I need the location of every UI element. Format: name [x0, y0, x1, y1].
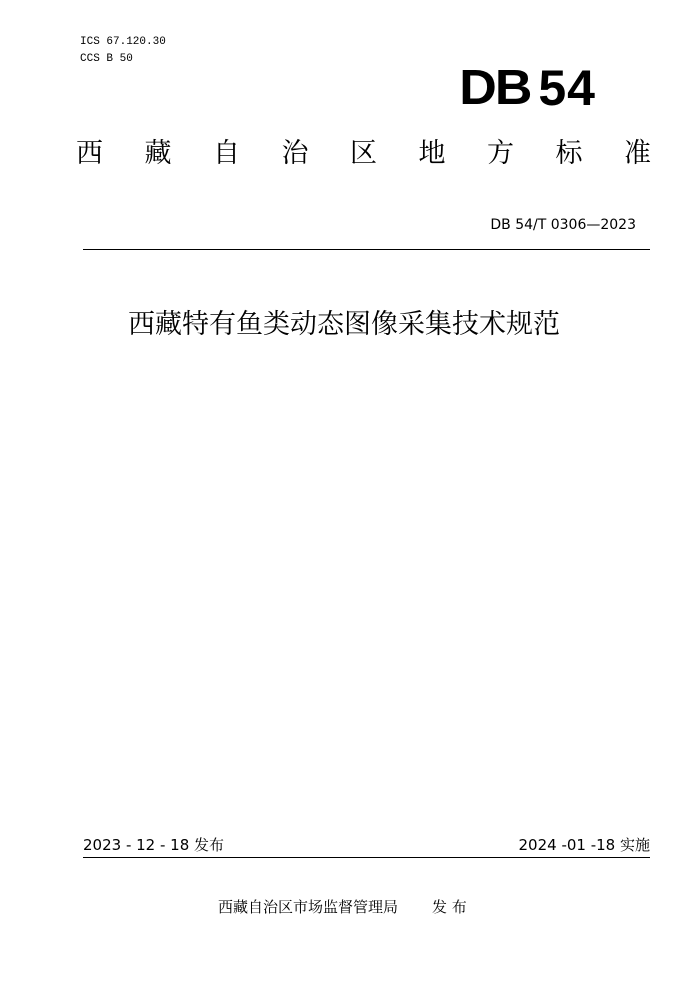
release-date: 2023 - 12 - 18 发布: [83, 836, 225, 854]
category-char: 准: [624, 138, 651, 169]
category-char: 区: [350, 138, 377, 169]
standard-category: [76, 134, 651, 174]
implement-date: 2024 -01 -18 实施: [518, 836, 650, 854]
issuer-name: 西藏自治区市场监督管理局: [218, 898, 399, 916]
top-divider: [83, 249, 650, 250]
document-title: 西藏特有鱼类动态图像采集技术规范: [128, 309, 560, 340]
logo-number: 54: [538, 60, 596, 116]
issue-word: 发 布: [432, 898, 467, 916]
db54-logo: [459, 58, 596, 118]
bottom-divider: [83, 857, 650, 858]
category-char: 西: [76, 138, 103, 169]
category-char: 藏: [144, 138, 172, 169]
logo-prefix: DB: [459, 60, 531, 116]
issuer-line: [218, 897, 467, 917]
ics-code: ICS 67.120.30: [80, 36, 166, 48]
classification-codes: [80, 34, 166, 68]
category-char: 治: [281, 138, 309, 169]
ccs-code: CCS B 50: [80, 53, 133, 65]
category-char: 地: [418, 138, 446, 169]
category-char: 标: [555, 138, 583, 169]
category-char: 自: [213, 138, 240, 169]
category-char: 方: [487, 138, 514, 169]
standard-number: DB 54/T 0306—2023: [490, 217, 636, 233]
